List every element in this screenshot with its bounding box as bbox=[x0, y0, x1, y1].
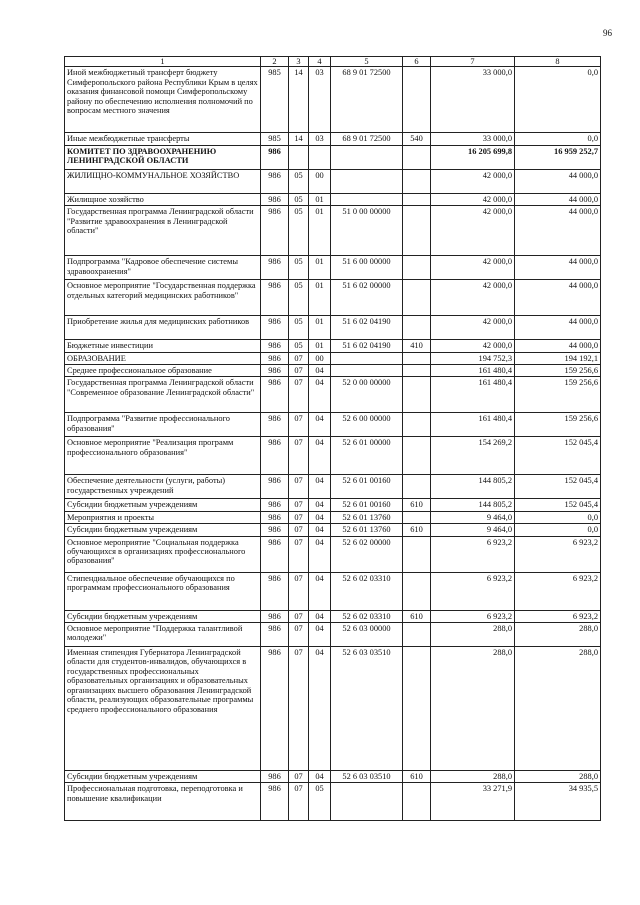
row-target-article: 51 6 00 00000 bbox=[331, 256, 403, 280]
row-subsection-code: 04 bbox=[309, 499, 331, 511]
row-grbs-code: 986 bbox=[261, 145, 289, 169]
row-name: Субсидии бюджетным учреждениям bbox=[65, 771, 261, 783]
table-row bbox=[65, 524, 601, 536]
row-expense-type: 610 bbox=[403, 524, 431, 536]
row-target-article: 52 6 03 00000 bbox=[331, 623, 403, 647]
row-section-code: 07 bbox=[289, 352, 309, 364]
row-section-code: 05 bbox=[289, 340, 309, 352]
row-grbs-code: 985 bbox=[261, 67, 289, 133]
row-expense-type: 610 bbox=[403, 771, 431, 783]
row-target-article bbox=[331, 145, 403, 169]
row-expense-type bbox=[403, 475, 431, 499]
row-expense-type bbox=[403, 169, 431, 193]
row-grbs-code: 986 bbox=[261, 256, 289, 280]
row-name: Подпрограмма "Развитие профессионального образования" bbox=[65, 413, 261, 437]
row-name: Приобретение жилья для медицинских работников bbox=[65, 316, 261, 340]
row-amount-year2: 34 935,5 bbox=[515, 783, 601, 821]
row-amount-year2: 44 000,0 bbox=[515, 280, 601, 316]
row-subsection-code: 01 bbox=[309, 340, 331, 352]
table-row bbox=[65, 193, 601, 205]
row-target-article: 51 0 00 00000 bbox=[331, 206, 403, 256]
row-amount-year2: 288,0 bbox=[515, 647, 601, 771]
row-grbs-code: 986 bbox=[261, 623, 289, 647]
row-subsection-code: 01 bbox=[309, 280, 331, 316]
table-row bbox=[65, 647, 601, 771]
row-section-code: 05 bbox=[289, 169, 309, 193]
row-subsection-code: 04 bbox=[309, 623, 331, 647]
row-subsection-code: 04 bbox=[309, 536, 331, 572]
row-expense-type: 610 bbox=[403, 610, 431, 622]
table-row bbox=[65, 475, 601, 499]
row-grbs-code: 986 bbox=[261, 536, 289, 572]
row-section-code: 05 bbox=[289, 316, 309, 340]
row-section-code: 07 bbox=[289, 413, 309, 437]
row-target-article: 52 6 02 00000 bbox=[331, 536, 403, 572]
row-target-article: 52 6 00 00000 bbox=[331, 413, 403, 437]
row-amount-year1: 6 923,2 bbox=[431, 536, 515, 572]
row-name: Именная стипендия Губернатора Ленинградской области для студентов-инвалидов, обучающихся в государственных профессиональных образовательных организациях и образовательных организациях высшего образования Ленинградской области, реализующих образовательные программы среднего профессионального образования bbox=[65, 647, 261, 771]
row-expense-type bbox=[403, 783, 431, 821]
row-expense-type bbox=[403, 536, 431, 572]
row-section-code: 07 bbox=[289, 437, 309, 475]
row-section-code: 07 bbox=[289, 365, 309, 377]
column-number: 4 bbox=[309, 57, 331, 67]
row-section-code: 07 bbox=[289, 647, 309, 771]
row-name: Государственная программа Ленинградской области "Современное образование Ленинградской области" bbox=[65, 377, 261, 413]
table-row bbox=[65, 623, 601, 647]
row-section-code: 14 bbox=[289, 67, 309, 133]
row-target-article: 52 0 00 00000 bbox=[331, 377, 403, 413]
row-amount-year1: 161 480,4 bbox=[431, 377, 515, 413]
row-subsection-code: 04 bbox=[309, 771, 331, 783]
row-subsection-code: 01 bbox=[309, 206, 331, 256]
row-name: Основное мероприятие "Государственная поддержка отдельных категорий медицинских работников" bbox=[65, 280, 261, 316]
row-amount-year1: 288,0 bbox=[431, 623, 515, 647]
row-amount-year1: 9 464,0 bbox=[431, 511, 515, 523]
row-subsection-code bbox=[309, 145, 331, 169]
row-amount-year2: 159 256,6 bbox=[515, 413, 601, 437]
column-number: 3 bbox=[289, 57, 309, 67]
row-amount-year1: 42 000,0 bbox=[431, 169, 515, 193]
row-expense-type bbox=[403, 511, 431, 523]
row-target-article: 52 6 03 03510 bbox=[331, 647, 403, 771]
row-section-code: 07 bbox=[289, 499, 309, 511]
row-amount-year1: 33 000,0 bbox=[431, 133, 515, 145]
table-row bbox=[65, 377, 601, 413]
row-grbs-code: 986 bbox=[261, 499, 289, 511]
table-row bbox=[65, 783, 601, 821]
row-subsection-code: 04 bbox=[309, 524, 331, 536]
row-subsection-code: 04 bbox=[309, 475, 331, 499]
row-amount-year1: 6 923,2 bbox=[431, 572, 515, 610]
row-amount-year2: 44 000,0 bbox=[515, 169, 601, 193]
row-name: Жилищное хозяйство bbox=[65, 193, 261, 205]
table-row bbox=[65, 437, 601, 475]
row-expense-type bbox=[403, 572, 431, 610]
row-section-code: 07 bbox=[289, 524, 309, 536]
table-row bbox=[65, 206, 601, 256]
row-amount-year1: 42 000,0 bbox=[431, 280, 515, 316]
row-grbs-code: 986 bbox=[261, 206, 289, 256]
row-name: ОБРАЗОВАНИЕ bbox=[65, 352, 261, 364]
row-amount-year2: 288,0 bbox=[515, 623, 601, 647]
row-section-code: 05 bbox=[289, 206, 309, 256]
row-grbs-code: 986 bbox=[261, 771, 289, 783]
row-target-article: 52 6 01 13760 bbox=[331, 524, 403, 536]
row-target-article: 68 9 01 72500 bbox=[331, 133, 403, 145]
row-amount-year2: 194 192,1 bbox=[515, 352, 601, 364]
row-amount-year1: 33 271,9 bbox=[431, 783, 515, 821]
row-expense-type bbox=[403, 280, 431, 316]
row-section-code: 07 bbox=[289, 783, 309, 821]
table-row bbox=[65, 610, 601, 622]
row-grbs-code: 986 bbox=[261, 647, 289, 771]
row-expense-type bbox=[403, 623, 431, 647]
budget-table bbox=[64, 56, 601, 821]
row-section-code bbox=[289, 145, 309, 169]
page-number: 96 bbox=[603, 28, 612, 38]
row-grbs-code: 986 bbox=[261, 280, 289, 316]
row-name: Профессиональная подготовка, переподготовка и повышение квалификации bbox=[65, 783, 261, 821]
row-grbs-code: 986 bbox=[261, 365, 289, 377]
row-amount-year2: 44 000,0 bbox=[515, 256, 601, 280]
row-name: ЖИЛИЩНО-КОММУНАЛЬНОЕ ХОЗЯЙСТВО bbox=[65, 169, 261, 193]
row-subsection-code: 00 bbox=[309, 169, 331, 193]
row-amount-year2: 6 923,2 bbox=[515, 610, 601, 622]
row-name: Субсидии бюджетным учреждениям bbox=[65, 610, 261, 622]
row-target-article: 51 6 02 04190 bbox=[331, 316, 403, 340]
row-amount-year2: 6 923,2 bbox=[515, 572, 601, 610]
row-target-article: 51 6 02 00000 bbox=[331, 280, 403, 316]
row-grbs-code: 986 bbox=[261, 572, 289, 610]
table-row bbox=[65, 280, 601, 316]
row-target-article bbox=[331, 783, 403, 821]
row-subsection-code: 04 bbox=[309, 610, 331, 622]
row-name: Среднее профессиональное образование bbox=[65, 365, 261, 377]
row-amount-year1: 42 000,0 bbox=[431, 340, 515, 352]
row-grbs-code: 986 bbox=[261, 511, 289, 523]
table-row bbox=[65, 572, 601, 610]
row-expense-type bbox=[403, 67, 431, 133]
row-target-article bbox=[331, 365, 403, 377]
row-amount-year1: 42 000,0 bbox=[431, 206, 515, 256]
row-amount-year2: 44 000,0 bbox=[515, 193, 601, 205]
row-name: Государственная программа Ленинградской области "Развитие здравоохранения в Ленинградской области" bbox=[65, 206, 261, 256]
table-row bbox=[65, 145, 601, 169]
row-name: Субсидии бюджетным учреждениям bbox=[65, 524, 261, 536]
row-amount-year2: 44 000,0 bbox=[515, 340, 601, 352]
row-name: Бюджетные инвестиции bbox=[65, 340, 261, 352]
row-name: Обеспечение деятельности (услуги, работы) государственных учреждений bbox=[65, 475, 261, 499]
row-subsection-code: 04 bbox=[309, 413, 331, 437]
row-grbs-code: 986 bbox=[261, 377, 289, 413]
row-amount-year1: 42 000,0 bbox=[431, 193, 515, 205]
table-row bbox=[65, 499, 601, 511]
row-subsection-code: 00 bbox=[309, 352, 331, 364]
column-number: 5 bbox=[331, 57, 403, 67]
row-section-code: 07 bbox=[289, 475, 309, 499]
row-expense-type bbox=[403, 145, 431, 169]
row-amount-year2: 159 256,6 bbox=[515, 365, 601, 377]
row-subsection-code: 04 bbox=[309, 647, 331, 771]
row-amount-year2: 44 000,0 bbox=[515, 316, 601, 340]
row-expense-type bbox=[403, 437, 431, 475]
row-name: Основное мероприятие "Поддержка талантливой молодежи" bbox=[65, 623, 261, 647]
row-subsection-code: 01 bbox=[309, 316, 331, 340]
row-expense-type bbox=[403, 647, 431, 771]
row-grbs-code: 986 bbox=[261, 475, 289, 499]
table-row bbox=[65, 67, 601, 133]
row-amount-year2: 0,0 bbox=[515, 133, 601, 145]
table-row bbox=[65, 340, 601, 352]
row-section-code: 07 bbox=[289, 623, 309, 647]
row-target-article: 51 6 02 04190 bbox=[331, 340, 403, 352]
table-row bbox=[65, 771, 601, 783]
row-name: Иной межбюджетный трансферт бюджету Симферопольского района Республики Крым в целях оказания финансовой помощи Симферопольскому району по обеспечению исполнения полномочий по вопросам местного значения bbox=[65, 67, 261, 133]
row-grbs-code: 986 bbox=[261, 413, 289, 437]
row-grbs-code: 986 bbox=[261, 524, 289, 536]
table-row bbox=[65, 133, 601, 145]
row-amount-year1: 144 805,2 bbox=[431, 475, 515, 499]
row-amount-year1: 288,0 bbox=[431, 647, 515, 771]
row-amount-year2: 0,0 bbox=[515, 67, 601, 133]
row-name: Мероприятия и проекты bbox=[65, 511, 261, 523]
row-grbs-code: 985 bbox=[261, 133, 289, 145]
row-section-code: 05 bbox=[289, 193, 309, 205]
row-target-article: 52 6 01 13760 bbox=[331, 511, 403, 523]
row-section-code: 07 bbox=[289, 536, 309, 572]
row-section-code: 05 bbox=[289, 280, 309, 316]
row-amount-year1: 9 464,0 bbox=[431, 524, 515, 536]
row-subsection-code: 03 bbox=[309, 67, 331, 133]
row-amount-year1: 161 480,4 bbox=[431, 365, 515, 377]
row-grbs-code: 986 bbox=[261, 352, 289, 364]
table-row bbox=[65, 413, 601, 437]
row-section-code: 07 bbox=[289, 511, 309, 523]
row-grbs-code: 986 bbox=[261, 169, 289, 193]
row-name: Подпрограмма "Кадровое обеспечение системы здравоохранения" bbox=[65, 256, 261, 280]
row-expense-type bbox=[403, 377, 431, 413]
row-expense-type bbox=[403, 256, 431, 280]
column-number: 2 bbox=[261, 57, 289, 67]
column-number: 1 bbox=[65, 57, 261, 67]
row-target-article bbox=[331, 352, 403, 364]
row-name: Субсидии бюджетным учреждениям bbox=[65, 499, 261, 511]
row-subsection-code: 04 bbox=[309, 377, 331, 413]
row-expense-type bbox=[403, 365, 431, 377]
row-grbs-code: 986 bbox=[261, 610, 289, 622]
table-row bbox=[65, 256, 601, 280]
row-target-article: 68 9 01 72500 bbox=[331, 67, 403, 133]
row-section-code: 07 bbox=[289, 377, 309, 413]
row-expense-type: 540 bbox=[403, 133, 431, 145]
row-section-code: 07 bbox=[289, 610, 309, 622]
row-grbs-code: 986 bbox=[261, 316, 289, 340]
row-section-code: 14 bbox=[289, 133, 309, 145]
row-amount-year2: 159 256,6 bbox=[515, 377, 601, 413]
row-name: КОМИТЕТ ПО ЗДРАВООХРАНЕНИЮ ЛЕНИНГРАДСКОЙ ОБЛАСТИ bbox=[65, 145, 261, 169]
table-row bbox=[65, 352, 601, 364]
row-amount-year1: 33 000,0 bbox=[431, 67, 515, 133]
row-amount-year2: 0,0 bbox=[515, 511, 601, 523]
row-target-article: 52 6 02 03310 bbox=[331, 572, 403, 610]
row-name: Стипендиальное обеспечение обучающихся по программам профессионального образования bbox=[65, 572, 261, 610]
row-amount-year2: 16 959 252,7 bbox=[515, 145, 601, 169]
row-grbs-code: 986 bbox=[261, 193, 289, 205]
row-amount-year2: 152 045,4 bbox=[515, 437, 601, 475]
row-target-article bbox=[331, 169, 403, 193]
row-subsection-code: 04 bbox=[309, 437, 331, 475]
table-row bbox=[65, 511, 601, 523]
row-name: Основное мероприятие "Реализация программ профессионального образования" bbox=[65, 437, 261, 475]
row-grbs-code: 986 bbox=[261, 437, 289, 475]
row-grbs-code: 986 bbox=[261, 340, 289, 352]
row-amount-year1: 288,0 bbox=[431, 771, 515, 783]
row-section-code: 07 bbox=[289, 771, 309, 783]
table-row bbox=[65, 169, 601, 193]
row-subsection-code: 04 bbox=[309, 365, 331, 377]
row-target-article: 52 6 01 00000 bbox=[331, 437, 403, 475]
header-row bbox=[65, 57, 601, 67]
row-name: Иные межбюджетные трансферты bbox=[65, 133, 261, 145]
row-amount-year2: 152 045,4 bbox=[515, 499, 601, 511]
row-amount-year2: 44 000,0 bbox=[515, 206, 601, 256]
row-amount-year1: 144 805,2 bbox=[431, 499, 515, 511]
row-amount-year1: 194 752,3 bbox=[431, 352, 515, 364]
row-target-article: 52 6 01 00160 bbox=[331, 499, 403, 511]
column-number: 7 bbox=[431, 57, 515, 67]
row-name: Основное мероприятие "Социальная поддержка обучающихся в организациях профессионального образования" bbox=[65, 536, 261, 572]
row-grbs-code: 986 bbox=[261, 783, 289, 821]
row-target-article: 52 6 02 03310 bbox=[331, 610, 403, 622]
row-amount-year1: 42 000,0 bbox=[431, 256, 515, 280]
row-expense-type bbox=[403, 206, 431, 256]
row-section-code: 07 bbox=[289, 572, 309, 610]
table-row bbox=[65, 316, 601, 340]
row-expense-type: 410 bbox=[403, 340, 431, 352]
row-section-code: 05 bbox=[289, 256, 309, 280]
row-amount-year2: 152 045,4 bbox=[515, 475, 601, 499]
row-amount-year1: 154 269,2 bbox=[431, 437, 515, 475]
row-expense-type bbox=[403, 352, 431, 364]
table-row bbox=[65, 365, 601, 377]
row-expense-type: 610 bbox=[403, 499, 431, 511]
row-expense-type bbox=[403, 413, 431, 437]
row-subsection-code: 04 bbox=[309, 511, 331, 523]
row-target-article: 52 6 03 03510 bbox=[331, 771, 403, 783]
table-row bbox=[65, 536, 601, 572]
column-number: 6 bbox=[403, 57, 431, 67]
row-subsection-code: 03 bbox=[309, 133, 331, 145]
row-amount-year2: 0,0 bbox=[515, 524, 601, 536]
column-number: 8 bbox=[515, 57, 601, 67]
row-target-article bbox=[331, 193, 403, 205]
row-amount-year1: 6 923,2 bbox=[431, 610, 515, 622]
row-amount-year1: 42 000,0 bbox=[431, 316, 515, 340]
row-target-article: 52 6 01 00160 bbox=[331, 475, 403, 499]
row-expense-type bbox=[403, 316, 431, 340]
row-amount-year1: 161 480,4 bbox=[431, 413, 515, 437]
row-subsection-code: 01 bbox=[309, 193, 331, 205]
row-subsection-code: 04 bbox=[309, 572, 331, 610]
row-expense-type bbox=[403, 193, 431, 205]
row-amount-year1: 16 205 699,8 bbox=[431, 145, 515, 169]
row-amount-year2: 288,0 bbox=[515, 771, 601, 783]
row-subsection-code: 05 bbox=[309, 783, 331, 821]
row-amount-year2: 6 923,2 bbox=[515, 536, 601, 572]
row-subsection-code: 01 bbox=[309, 256, 331, 280]
